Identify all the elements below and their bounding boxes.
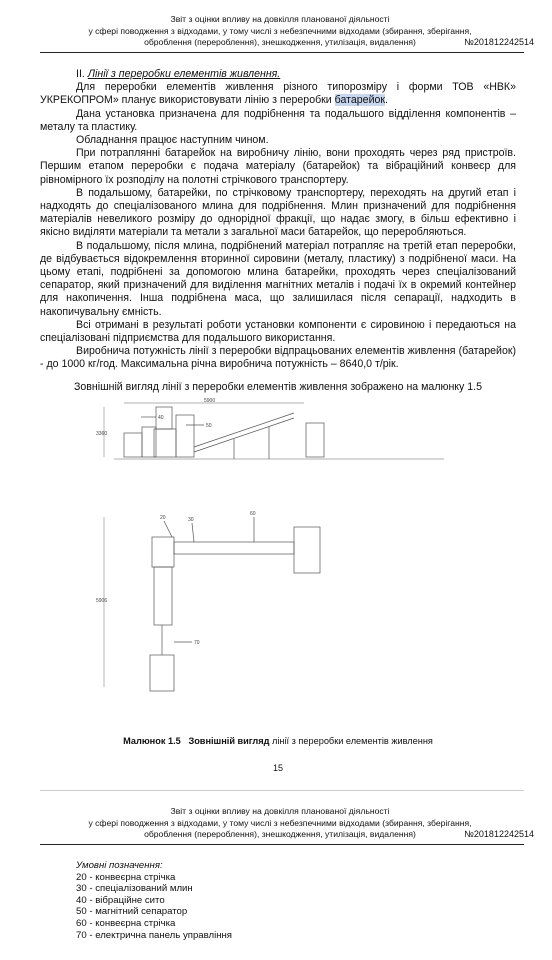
legend — [76, 860, 232, 941]
paragraph-1-text: Для переробки елементів живлення різного типорозміру і форми ТОВ «НВК» УКРЕКОПРОМ» планує використовувати лінію з переробки — [40, 81, 516, 107]
header-bottom-line-1: Звіт з оцінки впливу на довкілля планованої діяльності — [170, 806, 390, 816]
header-bottom-line-2: у сфері поводження з відходами, у тому числі з небезпечними відходами (збирання, зберігання, — [88, 817, 472, 828]
highlighted-word: батарейок — [334, 94, 386, 107]
paragraph-4: При потраплянні батарейок на виробничу лінію, вони проходять через ряд пристроїв. Першим етапом переробки є подача матеріалу (батарейок) та вібраційний конвеєр для рівномірного їх розподілу на полотні стрічкового транспортеру. — [40, 147, 516, 186]
paragraph-6: В подальшому, після млина, подрібнений матеріал потрапляє на третій етап переробки, де відбувається відокремлення вторинної сировини (металу, пластику) з подрібненої маси. На цьому етапі, подрібнені за допомогою млина батарейки, проходять через спеціалізований сепаратор, який призначений для виділення магнітних металів і подачі їх в окремий контейнер для накопичення. Інша подрібнена маса, що залишилася після сепарації, надходить в накопичувальну ємність. — [40, 239, 516, 318]
header-line-3-row — [40, 37, 534, 49]
page-number: 15 — [272, 763, 283, 773]
conveyor-plan-horizontal — [174, 542, 294, 554]
section-prefix: II. — [76, 68, 85, 80]
dimension-top: 5900 — [204, 398, 216, 404]
legend-item: 70 - електрична панель управління — [76, 929, 233, 941]
dimension-left-top: 3360 — [96, 431, 108, 437]
paragraph-1-end: . — [385, 94, 388, 107]
conveyor-plan-vertical — [154, 567, 172, 625]
mill-elevation — [154, 429, 176, 457]
section-title: Лінії з переробки елементів живлення. — [87, 68, 281, 80]
feeder-plan — [152, 537, 174, 567]
document-body — [40, 68, 516, 372]
panel-plan — [150, 655, 174, 691]
figure-label: Малюнок 1.5 — [123, 736, 181, 746]
technical-drawing — [94, 397, 454, 727]
leader-20 — [164, 521, 172, 537]
container-elevation — [306, 423, 324, 457]
header-divider-top — [40, 52, 524, 53]
page-break-divider — [40, 790, 524, 791]
paragraph-1 — [40, 81, 516, 107]
separator-elevation — [176, 415, 194, 457]
header-line-3: оброблення (перероблення), знешкодження, утилізація, видалення) — [144, 37, 416, 47]
header-divider-bottom — [40, 844, 524, 845]
callout-60: 60 — [250, 511, 256, 517]
legend-item: 40 - вібраційне сито — [76, 894, 165, 906]
legend-title: Умовні позначення: — [76, 860, 163, 871]
registration-number-bottom: №201812242514 — [464, 829, 534, 839]
header-bottom-line-3: оброблення (перероблення), знешкодження, утилізація, видалення) — [144, 829, 416, 839]
paragraph-3: Обладнання працює наступним чином. — [76, 134, 269, 147]
callout-20: 20 — [160, 515, 166, 521]
registration-number: №201812242514 — [464, 37, 534, 47]
callout-40: 40 — [158, 415, 164, 421]
figure-intro: Зовнішній вигляд лінії з переробки елементів живлення зображено на малюнку 1.5 — [73, 381, 483, 393]
leader-30 — [192, 523, 194, 542]
legend-item: 20 - конвеєрна стрічка — [76, 871, 176, 883]
header-line-2: у сфері поводження з відходами, у тому числі з небезпечними відходами (збирання, зберігання, — [88, 25, 472, 36]
paragraph-8: Виробнича потужність лінії з переробки відпрацьованих елементів живлення (батарейок) - до 1000 кг/год. Максимальна річна виробнича потужність – 8640,0 т/рік. — [40, 345, 516, 371]
figure-caption — [40, 736, 516, 746]
figure-caption-bold: Зовнішній вигляд — [188, 736, 270, 746]
conveyor-elevation-top — [194, 413, 294, 447]
page-header-bottom — [40, 806, 534, 841]
paragraph-2: Дана установка призначена для подрібнення та подальшого відділення компонентів – металу та пластику. — [40, 107, 516, 133]
callout-50: 50 — [206, 423, 212, 429]
header-bottom-line-3-row — [40, 829, 534, 841]
page-header-top — [40, 14, 534, 49]
legend-item: 30 - спеціалізований млин — [76, 883, 193, 895]
callout-30: 30 — [188, 517, 194, 523]
container-plan — [294, 527, 320, 573]
paragraph-5: В подальшому, батарейки, по стрічковому транспортеру, переходять на другий етап і надходять до спеціалізованого млина для подрібнення. Млин призначений для подрібнення матеріалів невеликого розміру до однорідної фракції, що надає змогу, в більш ефективно і якісно виділяти матеріали та метали з загальної маси батарейок, що переробляються. — [40, 186, 516, 239]
legend-item: 60 - конвеєрна стрічка — [76, 917, 176, 929]
header-line-1: Звіт з оцінки впливу на довкілля планованої діяльності — [170, 14, 390, 24]
figure-caption-text: лінії з переробки елементів живлення — [272, 736, 433, 746]
legend-item: 50 - магнітний сепаратор — [76, 906, 188, 918]
panel-elevation — [124, 433, 142, 457]
dimension-left-bottom: 5906 — [96, 598, 108, 604]
callout-70: 70 — [194, 640, 200, 646]
paragraph-7: Всі отримані в результаті роботи установки компоненти є сировиною і передаються на спеціалізовані підприємства для подальшого використання. — [40, 318, 516, 345]
section-heading — [40, 68, 516, 81]
